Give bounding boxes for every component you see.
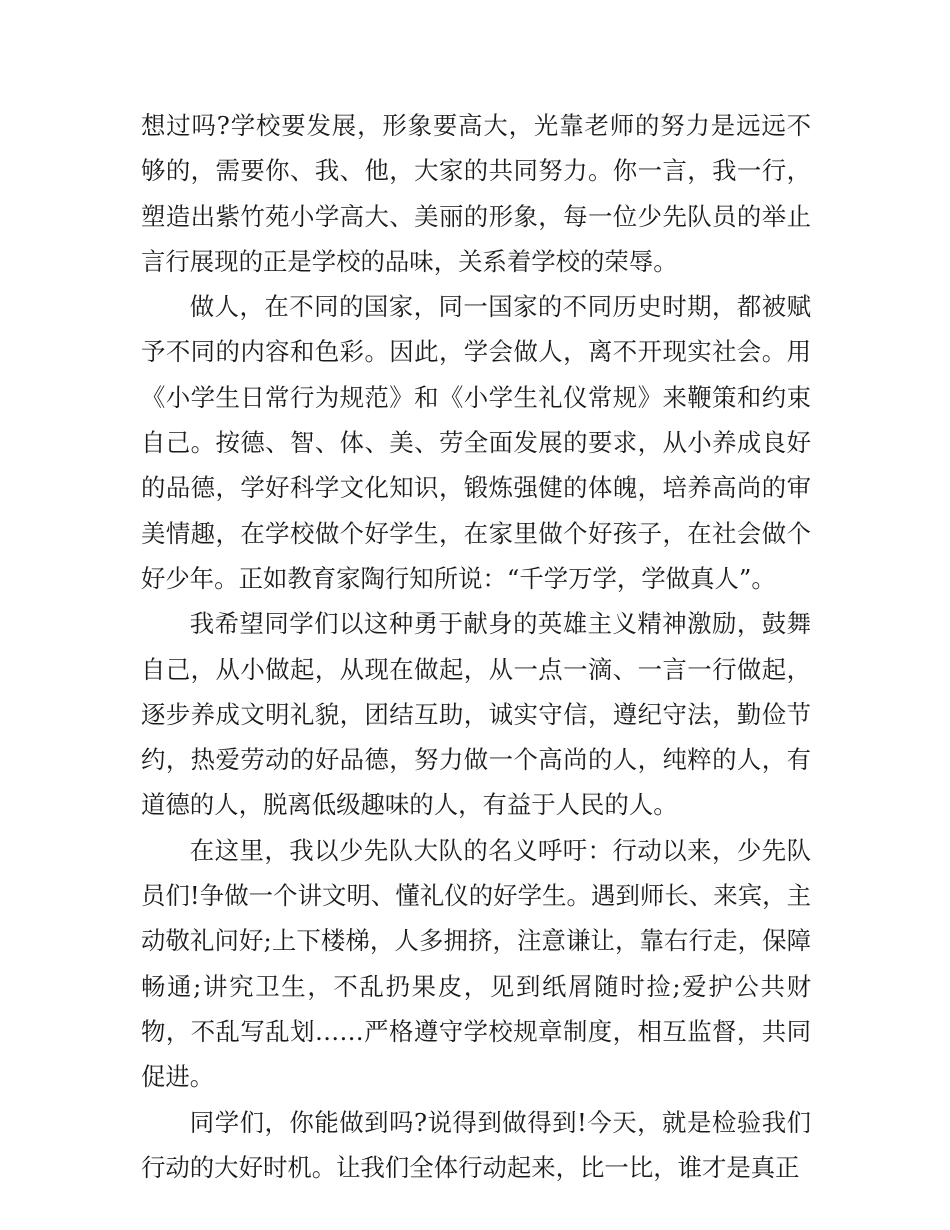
document-body: [141, 103, 811, 1190]
paragraph-5: 同学们，你能做到吗?说得到做得到!今天，就是检验我们行动的大好时机。让我们全体行动起来，比一比，谁才是真正: [141, 1107, 811, 1182]
paragraph-2: 做人，在不同的国家，同一国家的不同历史时期，都被赋予不同的内容和色彩。因此，学会做人，离不开现实社会。用《小学生日常行为规范》和《小学生礼仪常规》来鞭策和约束自己。按德、智、体、美、劳全面发展的要求，从小养成良好的品德，学好科学文化知识，锻炼强健的体魄，培养高尚的审美情趣，在学校做个好学生，在家里做个好孩子，在社会做个好少年。正如教育家陶行知所说：“千学万学，学做真人”。: [141, 292, 811, 593]
paragraph-4: 在这里，我以少先队大队的名义呼吁：行动以来，少先队员们!争做一个讲文明、懂礼仪的好学生。遇到师长、来宾，主动敬礼问好;上下楼梯，人多拥挤，注意谦让，靠右行走，保障畅通;讲究卫生，不乱扔果皮，见到纸屑随时捡;爱护公共财物，不乱写乱划……严格遵守学校规章制度，相互监督，共同促进。: [141, 835, 811, 1092]
paragraph-1: 想过吗?学校要发展，形象要高大，光靠老师的努力是远远不够的，需要你、我、他，大家的共同努力。你一言，我一行，塑造出紫竹苑小学高大、美丽的形象，每一位少先队员的举止言行展现的正是学校的品味，关系着学校的荣辱。: [141, 111, 811, 276]
paragraph-3: 我希望同学们以这种勇于献身的英雄主义精神激励，鼓舞自己，从小做起，从现在做起，从一点一滴、一言一行做起，逐步养成文明礼貌，团结互助，诚实守信，遵纪守法，勤俭节约，热爱劳动的好品德，努力做一个高尚的人，纯粹的人，有道德的人，脱离低级趣味的人，有益于人民的人。: [141, 609, 811, 820]
